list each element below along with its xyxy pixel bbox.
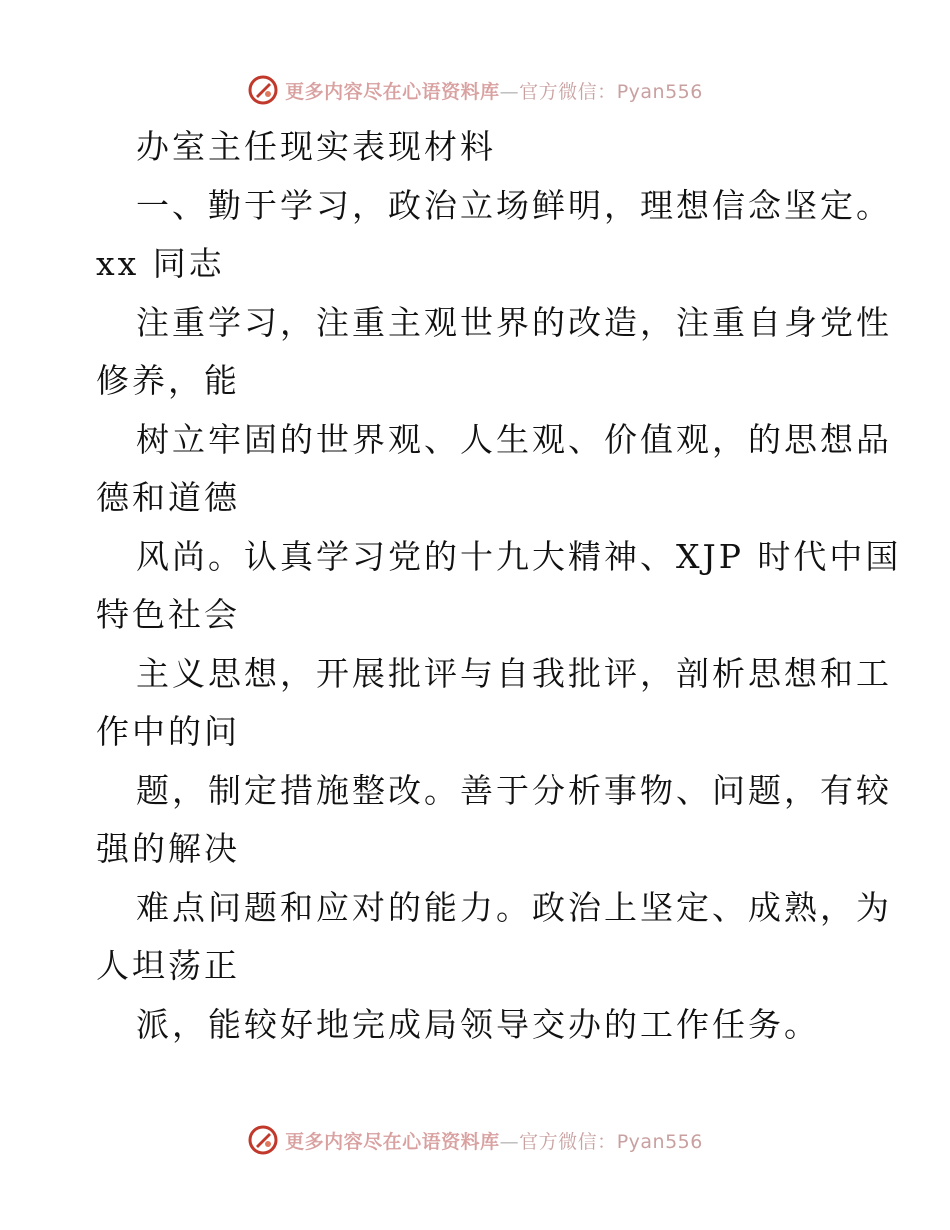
watermark-separator: —	[499, 1130, 520, 1153]
watermark-brand: 更多内容尽在心语资料库	[285, 80, 500, 103]
paragraph-line: 难点问题和应对的能力。政治上坚定、成熟，为	[136, 887, 892, 927]
paragraph-line: 注重学习，注重主观世界的改造，注重自身党性	[136, 302, 892, 342]
paragraph-line: 树立牢固的世界观、人生观、价值观，的思想品	[136, 419, 892, 459]
paragraph-line: 风尚。认真学习党的十九大精神、XJP 时代中国	[136, 536, 902, 576]
paragraph-line: 特色社会	[96, 595, 240, 634]
section-heading: 一、勤于学习，政治立场鲜明，理想信念坚定。	[136, 185, 892, 225]
footer-watermark	[0, 1120, 950, 1160]
brand-logo-icon	[247, 74, 279, 106]
paragraph-line: 题，制定措施整改。善于分析事物、问题，有较	[136, 770, 892, 810]
watermark-text	[285, 1127, 703, 1154]
watermark-account: Pyan556	[616, 1130, 703, 1153]
watermark-text	[285, 77, 703, 104]
header-watermark	[0, 70, 950, 110]
watermark-brand: 更多内容尽在心语资料库	[285, 1130, 500, 1153]
paragraph-line: 派，能较好地完成局领导交办的工作任务。	[136, 1004, 820, 1044]
watermark-contact: 官方微信：	[519, 1130, 617, 1153]
paragraph-line: 强的解决	[96, 829, 240, 868]
watermark-account: Pyan556	[616, 80, 703, 103]
brand-logo-icon	[247, 1124, 279, 1156]
paragraph-line: 德和道德	[96, 478, 240, 517]
document-title: 办室主任现实表现材料	[136, 127, 496, 166]
paragraph-line: xx 同志	[96, 244, 225, 283]
paragraph-line: 主义思想，开展批评与自我批评，剖析思想和工	[136, 653, 892, 693]
watermark-separator: —	[499, 80, 520, 103]
paragraph-line: 修养，能	[96, 361, 240, 400]
paragraph-line: 作中的问	[96, 712, 240, 751]
paragraph-line: 人坦荡正	[96, 946, 240, 985]
document-body	[96, 118, 902, 1054]
watermark-contact: 官方微信：	[519, 80, 617, 103]
